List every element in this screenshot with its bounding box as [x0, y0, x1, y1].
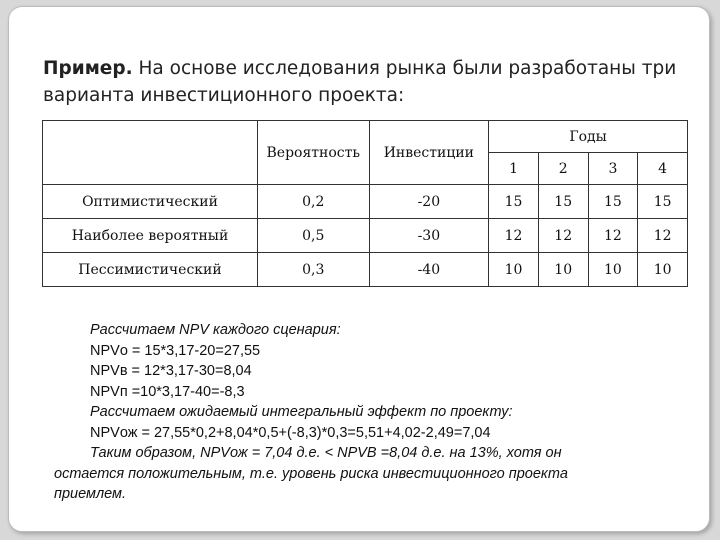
year-value: 15 [588, 185, 638, 219]
conclusion-line-3: приемлем. [54, 486, 126, 502]
year-value: 12 [588, 219, 638, 253]
header-year-1: 1 [489, 153, 539, 185]
scenario-investment: -20 [369, 185, 489, 219]
calc-line-npv-o: NPVо = 15*3,17-20=27,55 [90, 342, 261, 359]
year-value: 12 [489, 219, 539, 253]
calc-line-intro: Рассчитаем NPV каждого сценария: [90, 322, 341, 338]
calc-line-npv-p: NPVп =10*3,17-40=-8,3 [90, 383, 245, 400]
table-row-most-likely [43, 219, 688, 253]
header-year-3: 3 [588, 153, 638, 185]
scenario-investment: -30 [369, 219, 489, 253]
header-probability: Вероятность [257, 121, 369, 185]
header-investment: Инвестиции [369, 121, 489, 185]
heading-bold: Пример. [43, 58, 133, 79]
header-blank-cell [43, 121, 258, 185]
calc-line-npv-expected: NPVож = 27,55*0,2+8,04*0,5+(-8,3)*0,3=5,51+4,02-2,49=7,04 [90, 424, 491, 441]
table-row-pessimistic [43, 253, 688, 287]
scenario-investment: -40 [369, 253, 489, 287]
scenario-probability: 0,5 [257, 219, 369, 253]
slide-heading [43, 55, 683, 109]
year-value: 10 [538, 253, 588, 287]
conclusion-line-1: Таким образом, NPVож = 7,04 д.е. < NPVВ =8,04 д.е. на 13%, хотя он [90, 445, 562, 461]
scenario-probability: 0,3 [257, 253, 369, 287]
scenario-name: Оптимистический [43, 185, 258, 219]
calc-line-npv-v: NPVв = 12*3,17-30=8,04 [90, 363, 252, 379]
header-year-4: 4 [638, 153, 688, 185]
table-row-optimistic [43, 185, 688, 219]
calc-line-expected-intro: Рассчитаем ожидаемый интегральный эффект по проекту: [90, 404, 513, 420]
scenario-table [42, 120, 688, 287]
header-year-2: 2 [538, 153, 588, 185]
year-value: 12 [538, 219, 588, 253]
year-value: 12 [638, 219, 688, 253]
header-years: Годы [489, 121, 688, 153]
year-value: 15 [489, 185, 539, 219]
year-value: 10 [489, 253, 539, 287]
calculation-text [54, 320, 684, 505]
year-value: 15 [638, 185, 688, 219]
scenario-name: Наиболее вероятный [43, 219, 258, 253]
conclusion-line-2: остается положительным, т.е. уровень риска инвестиционного проекта [54, 465, 568, 482]
scenario-name: Пессимистический [43, 253, 258, 287]
year-value: 10 [638, 253, 688, 287]
heading-text: На основе исследования рынка были разработаны три варианта инвестиционного проекта: [43, 58, 677, 106]
scenario-probability: 0,2 [257, 185, 369, 219]
year-value: 10 [588, 253, 638, 287]
year-value: 15 [538, 185, 588, 219]
